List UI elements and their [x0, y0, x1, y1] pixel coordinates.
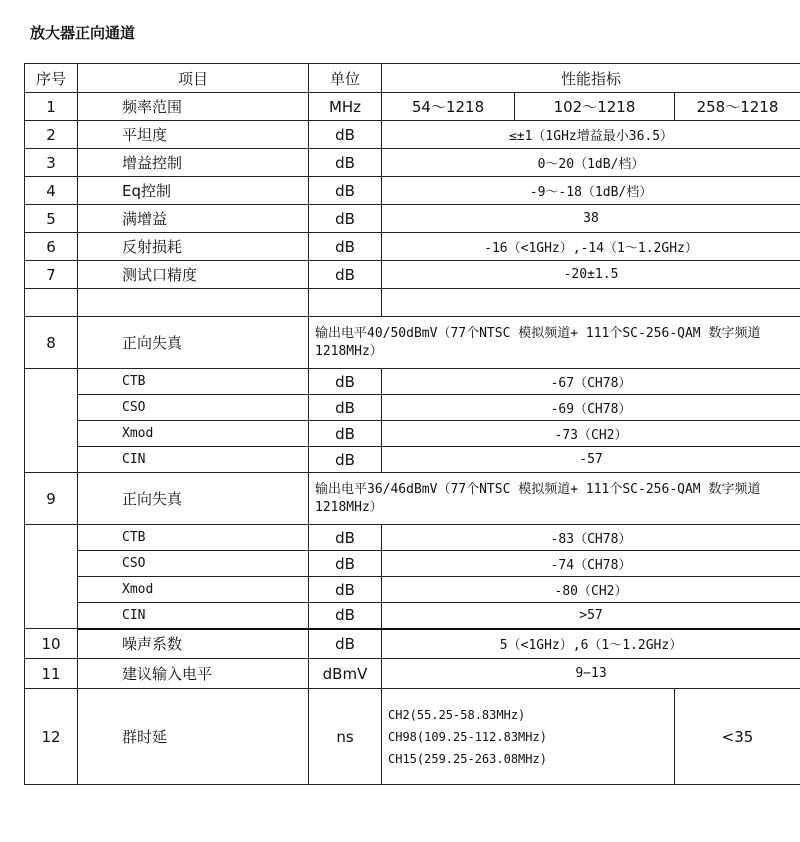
table-row — [25, 121, 800, 149]
row-unit: dB — [309, 149, 382, 177]
empty-cell — [309, 289, 382, 317]
sub-item: Xmod — [78, 421, 309, 447]
empty-cell — [382, 289, 800, 317]
row-unit: MHz — [309, 93, 382, 121]
table-row — [25, 689, 800, 785]
group-item: 正向失真 — [78, 473, 309, 525]
sub-item: Xmod — [78, 577, 309, 603]
channel-item: CH15(259.25-263.08MHz) — [388, 751, 547, 766]
sub-value: >57 — [382, 603, 800, 629]
table-row — [25, 421, 800, 447]
channel-item: CH98(109.25-112.83MHz) — [388, 729, 547, 744]
sub-item: CSO — [78, 395, 309, 421]
sub-unit: dB — [309, 577, 382, 603]
empty-row — [25, 289, 800, 317]
group-note: 输出电平36/46dBmV（77个NTSC 模拟频道+ 111个SC-256-QAM 数字频道 1218MHz） — [309, 473, 800, 525]
row-unit: dB — [309, 233, 382, 261]
row-unit: dB — [309, 121, 382, 149]
table-row — [25, 525, 800, 551]
sub-item: CTB — [78, 369, 309, 395]
row-value: ≤±1（1GHz增益最小36.5） — [382, 121, 800, 149]
header-unit: 单位 — [309, 64, 382, 93]
empty-cell — [25, 289, 78, 317]
channel-item: CH2(55.25-58.83MHz) — [388, 707, 526, 722]
header-performance: 性能指标 — [382, 64, 800, 93]
sub-value: -80（CH2） — [382, 577, 800, 603]
sub-value: -69（CH78） — [382, 395, 800, 421]
sub-value: -73（CH2） — [382, 421, 800, 447]
group-header-row — [25, 317, 800, 369]
group-note: 输出电平40/50dBmV（77个NTSC 模拟频道+ 111个SC-256-QAM 数字频道 1218MHz） — [309, 317, 800, 369]
row-unit: dBmV — [309, 659, 382, 689]
freq-range-2: 102～1218 — [515, 93, 675, 121]
sub-value: -83（CH78） — [382, 525, 800, 551]
sub-item: CIN — [78, 447, 309, 473]
row-seq: 4 — [25, 177, 78, 205]
row-value: 0～20（1dB/档） — [382, 149, 800, 177]
freq-range-3: 258～1218 — [675, 93, 800, 121]
table-row — [25, 577, 800, 603]
row-unit: dB — [309, 205, 382, 233]
group-seq: 8 — [25, 317, 78, 369]
row-unit: dB — [309, 261, 382, 289]
group-spacer — [25, 369, 78, 473]
row-item: 测试口精度 — [78, 261, 309, 289]
row-value: -16（<1GHz）,-14（1～1.2GHz） — [382, 233, 800, 261]
table-row — [25, 629, 800, 659]
table-row — [25, 659, 800, 689]
group-item: 正向失真 — [78, 317, 309, 369]
sub-unit: dB — [309, 447, 382, 473]
table-row — [25, 369, 800, 395]
row-unit: dB — [309, 177, 382, 205]
row-item: 建议输入电平 — [78, 659, 309, 689]
table-row — [25, 233, 800, 261]
table-row — [25, 261, 800, 289]
row-value: -20±1.5 — [382, 261, 800, 289]
row-seq: 2 — [25, 121, 78, 149]
sub-value: -67（CH78） — [382, 369, 800, 395]
sub-unit: dB — [309, 421, 382, 447]
group-spacer — [25, 525, 78, 629]
group-seq: 9 — [25, 473, 78, 525]
row-seq: 10 — [25, 629, 78, 659]
row-value: 38 — [382, 205, 800, 233]
row-item: Eq控制 — [78, 177, 309, 205]
table-row — [25, 551, 800, 577]
row-seq: 11 — [25, 659, 78, 689]
row-item: 频率范围 — [78, 93, 309, 121]
sub-unit: dB — [309, 603, 382, 629]
row-unit: dB — [309, 629, 382, 659]
sub-item: CSO — [78, 551, 309, 577]
table-row — [25, 177, 800, 205]
sub-unit: dB — [309, 395, 382, 421]
table-row — [25, 93, 800, 121]
spec-table — [24, 63, 800, 785]
document-title: 放大器正向通道 — [30, 24, 136, 42]
sub-item: CTB — [78, 525, 309, 551]
row-seq: 12 — [25, 689, 78, 785]
table-row — [25, 205, 800, 233]
sub-unit: dB — [309, 369, 382, 395]
row-item: 群时延 — [78, 689, 309, 785]
row-item: 平坦度 — [78, 121, 309, 149]
sub-value: -74（CH78） — [382, 551, 800, 577]
sub-unit: dB — [309, 525, 382, 551]
row-value: 9−13 — [382, 659, 800, 689]
sub-value: -57 — [382, 447, 800, 473]
row-item: 反射损耗 — [78, 233, 309, 261]
row-seq: 5 — [25, 205, 78, 233]
group-header-row — [25, 473, 800, 525]
row-item: 噪声系数 — [78, 629, 309, 659]
table-row — [25, 447, 800, 473]
empty-cell — [78, 289, 309, 317]
table-row — [25, 149, 800, 177]
sub-item: CIN — [78, 603, 309, 629]
row-seq: 1 — [25, 93, 78, 121]
table-row — [25, 603, 800, 629]
freq-range-1: 54～1218 — [382, 93, 515, 121]
row-seq: 7 — [25, 261, 78, 289]
row-seq: 3 — [25, 149, 78, 177]
row-item: 满增益 — [78, 205, 309, 233]
row-seq: 6 — [25, 233, 78, 261]
header-item: 项目 — [78, 64, 309, 93]
group-delay-value: <35 — [675, 689, 800, 785]
row-value: -9～-18（1dB/档） — [382, 177, 800, 205]
table-row — [25, 395, 800, 421]
header-row — [25, 64, 800, 93]
row-value: 5（<1GHz）,6（1～1.2GHz） — [382, 629, 800, 659]
sub-unit: dB — [309, 551, 382, 577]
row-unit: ns — [309, 689, 382, 785]
channel-list — [382, 689, 675, 785]
row-item: 增益控制 — [78, 149, 309, 177]
header-seq: 序号 — [25, 64, 78, 93]
